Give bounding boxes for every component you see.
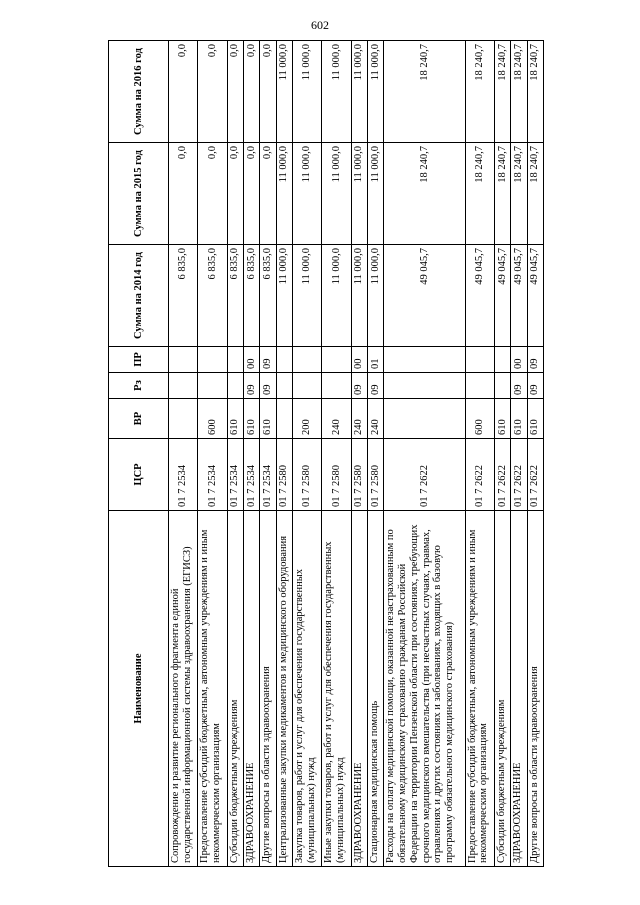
header-rz: Рз xyxy=(109,373,169,399)
row-rz: 09 xyxy=(351,373,367,399)
row-sum-2014: 6 835,0 xyxy=(243,245,259,347)
table-row xyxy=(465,41,494,867)
table-row xyxy=(243,41,259,867)
row-pr xyxy=(322,347,351,373)
row-rz: 09 xyxy=(367,373,383,399)
row-rz xyxy=(322,373,351,399)
row-pr xyxy=(384,347,465,373)
row-name: ЗДРАВООХРАНЕНИЕ xyxy=(243,511,259,867)
table-row xyxy=(260,41,276,867)
row-vr: 610 xyxy=(527,399,543,439)
row-vr: 240 xyxy=(322,399,351,439)
row-sum-2014: 49 045,7 xyxy=(527,245,543,347)
row-csr: 01 7 2534 xyxy=(169,439,198,511)
row-sum-2014: 6 835,0 xyxy=(198,245,227,347)
page-number: 602 xyxy=(311,18,329,32)
row-sum-2014: 6 835,0 xyxy=(227,245,243,347)
row-sum-2014: 11 000,0 xyxy=(292,245,321,347)
row-sum-2015: 0,0 xyxy=(227,143,243,245)
table-row xyxy=(292,41,321,867)
table-row xyxy=(494,41,510,867)
row-rz xyxy=(292,373,321,399)
row-sum-2015: 11 000,0 xyxy=(292,143,321,245)
row-rz: 09 xyxy=(527,373,543,399)
row-name: Предоставление субсидий бюджетным, автономным учреждениям и иным некоммерческим организациям xyxy=(465,511,494,867)
row-sum-2015: 18 240,7 xyxy=(511,143,527,245)
row-rz xyxy=(169,373,198,399)
table-header-row xyxy=(109,41,169,867)
row-sum-2016: 11 000,0 xyxy=(367,41,383,143)
row-name: Субсидии бюджетным учреждениям xyxy=(494,511,510,867)
row-rz xyxy=(465,373,494,399)
row-sum-2014: 49 045,7 xyxy=(511,245,527,347)
table-row xyxy=(198,41,227,867)
row-rz xyxy=(227,373,243,399)
table-row xyxy=(227,41,243,867)
row-sum-2014: 11 000,0 xyxy=(322,245,351,347)
row-pr: 01 xyxy=(367,347,383,373)
row-vr: 240 xyxy=(367,399,383,439)
row-sum-2015: 0,0 xyxy=(198,143,227,245)
row-rz xyxy=(276,373,292,399)
row-rz xyxy=(494,373,510,399)
row-pr: 09 xyxy=(260,347,276,373)
row-sum-2015: 11 000,0 xyxy=(322,143,351,245)
row-name: Другие вопросы в области здравоохранения xyxy=(260,511,276,867)
row-vr: 600 xyxy=(465,399,494,439)
row-sum-2014: 6 835,0 xyxy=(260,245,276,347)
row-sum-2016: 0,0 xyxy=(198,41,227,143)
row-sum-2016: 11 000,0 xyxy=(292,41,321,143)
table-row xyxy=(169,41,198,867)
row-sum-2016: 18 240,7 xyxy=(527,41,543,143)
row-name: Сопровождение и развитие регионального фрагмента единой государственной информационной системы здравоохранения (ЕГИСЗ) xyxy=(169,511,198,867)
row-csr: 01 7 2580 xyxy=(322,439,351,511)
row-name: Закупка товаров, работ и услуг для обеспечения государственных (муниципальных) нужд xyxy=(292,511,321,867)
row-name: Централизованные закупки медикаментов и медицинского оборудования xyxy=(276,511,292,867)
table-row xyxy=(276,41,292,867)
row-name: Другие вопросы в области здравоохранения xyxy=(527,511,543,867)
budget-table xyxy=(108,40,544,867)
row-name: Субсидии бюджетным учреждениям xyxy=(227,511,243,867)
rotated-table-container xyxy=(108,41,544,867)
row-sum-2016: 11 000,0 xyxy=(351,41,367,143)
row-sum-2016: 18 240,7 xyxy=(465,41,494,143)
row-sum-2014: 11 000,0 xyxy=(351,245,367,347)
row-rz xyxy=(198,373,227,399)
row-pr: 00 xyxy=(351,347,367,373)
row-pr xyxy=(169,347,198,373)
row-sum-2015: 0,0 xyxy=(243,143,259,245)
row-pr: 00 xyxy=(511,347,527,373)
row-vr: 600 xyxy=(198,399,227,439)
header-name: Наименование xyxy=(109,511,169,867)
row-csr: 01 7 2622 xyxy=(494,439,510,511)
row-sum-2015: 18 240,7 xyxy=(465,143,494,245)
row-csr: 01 7 2534 xyxy=(198,439,227,511)
table-row xyxy=(511,41,527,867)
header-sum-2016: Сумма на 2016 год xyxy=(109,41,169,143)
row-sum-2016: 18 240,7 xyxy=(384,41,465,143)
row-sum-2016: 18 240,7 xyxy=(494,41,510,143)
row-pr: 00 xyxy=(243,347,259,373)
row-sum-2015: 18 240,7 xyxy=(527,143,543,245)
row-sum-2015: 0,0 xyxy=(260,143,276,245)
row-vr: 610 xyxy=(511,399,527,439)
row-sum-2016: 0,0 xyxy=(243,41,259,143)
row-sum-2015: 11 000,0 xyxy=(276,143,292,245)
row-pr xyxy=(465,347,494,373)
row-csr: 01 7 2622 xyxy=(511,439,527,511)
header-csr: ЦСР xyxy=(109,439,169,511)
row-sum-2015: 11 000,0 xyxy=(367,143,383,245)
row-name: Иные закупки товаров, работ и услуг для обеспечения государственных (муниципальных) нужд xyxy=(322,511,351,867)
row-vr: 610 xyxy=(494,399,510,439)
row-pr: 09 xyxy=(527,347,543,373)
row-sum-2014: 11 000,0 xyxy=(367,245,383,347)
row-pr xyxy=(292,347,321,373)
row-sum-2015: 18 240,7 xyxy=(384,143,465,245)
row-csr: 01 7 2534 xyxy=(260,439,276,511)
table-row xyxy=(351,41,367,867)
row-csr: 01 7 2580 xyxy=(367,439,383,511)
row-csr: 01 7 2534 xyxy=(243,439,259,511)
row-pr xyxy=(276,347,292,373)
row-csr: 01 7 2622 xyxy=(465,439,494,511)
row-csr: 01 7 2580 xyxy=(351,439,367,511)
row-rz: 09 xyxy=(511,373,527,399)
row-rz xyxy=(384,373,465,399)
row-pr xyxy=(227,347,243,373)
row-vr: 610 xyxy=(227,399,243,439)
row-pr xyxy=(494,347,510,373)
header-sum-2015: Сумма на 2015 год xyxy=(109,143,169,245)
row-csr: 01 7 2534 xyxy=(227,439,243,511)
row-vr: 610 xyxy=(260,399,276,439)
row-name: Стационарная медицинская помощь xyxy=(367,511,383,867)
table-row xyxy=(367,41,383,867)
row-sum-2014: 11 000,0 xyxy=(276,245,292,347)
row-vr xyxy=(276,399,292,439)
row-sum-2016: 11 000,0 xyxy=(322,41,351,143)
row-csr: 01 7 2622 xyxy=(527,439,543,511)
row-sum-2016: 0,0 xyxy=(260,41,276,143)
row-vr: 240 xyxy=(351,399,367,439)
header-sum-2014: Сумма на 2014 год xyxy=(109,245,169,347)
row-name: Расходы на оплату медицинской помощи, оказанной незастрахованным по обязательному медицинскому страхованию гражданам Российской Федерации на территории Пензенской области при состояниях, требующих срочного медицинского вмешательства (при несчастных случаях, травмах, отравлениях и других состояниях и заболеваниях, входящих в базовую программу обязательного медицинского страхования) xyxy=(384,511,465,867)
header-vr: ВР xyxy=(109,399,169,439)
row-csr: 01 7 2622 xyxy=(384,439,465,511)
row-sum-2014: 6 835,0 xyxy=(169,245,198,347)
header-pr: ПР xyxy=(109,347,169,373)
row-name: ЗДРАВООХРАНЕНИЕ xyxy=(511,511,527,867)
row-vr xyxy=(169,399,198,439)
row-sum-2014: 49 045,7 xyxy=(465,245,494,347)
row-sum-2016: 0,0 xyxy=(169,41,198,143)
row-name: Предоставление субсидий бюджетным, автономным учреждениям и иным некоммерческим организациям xyxy=(198,511,227,867)
row-name: ЗДРАВООХРАНЕНИЕ xyxy=(351,511,367,867)
row-sum-2014: 49 045,7 xyxy=(384,245,465,347)
row-sum-2016: 18 240,7 xyxy=(511,41,527,143)
row-rz: 09 xyxy=(243,373,259,399)
row-vr: 610 xyxy=(243,399,259,439)
row-sum-2016: 0,0 xyxy=(227,41,243,143)
table-row xyxy=(384,41,465,867)
row-sum-2014: 49 045,7 xyxy=(494,245,510,347)
row-rz: 09 xyxy=(260,373,276,399)
row-csr: 01 7 2580 xyxy=(292,439,321,511)
row-csr: 01 7 2580 xyxy=(276,439,292,511)
row-sum-2015: 18 240,7 xyxy=(494,143,510,245)
row-sum-2015: 11 000,0 xyxy=(351,143,367,245)
row-sum-2015: 0,0 xyxy=(169,143,198,245)
row-vr xyxy=(384,399,465,439)
row-pr xyxy=(198,347,227,373)
table-row xyxy=(322,41,351,867)
table-row xyxy=(527,41,543,867)
row-vr: 200 xyxy=(292,399,321,439)
row-sum-2016: 11 000,0 xyxy=(276,41,292,143)
